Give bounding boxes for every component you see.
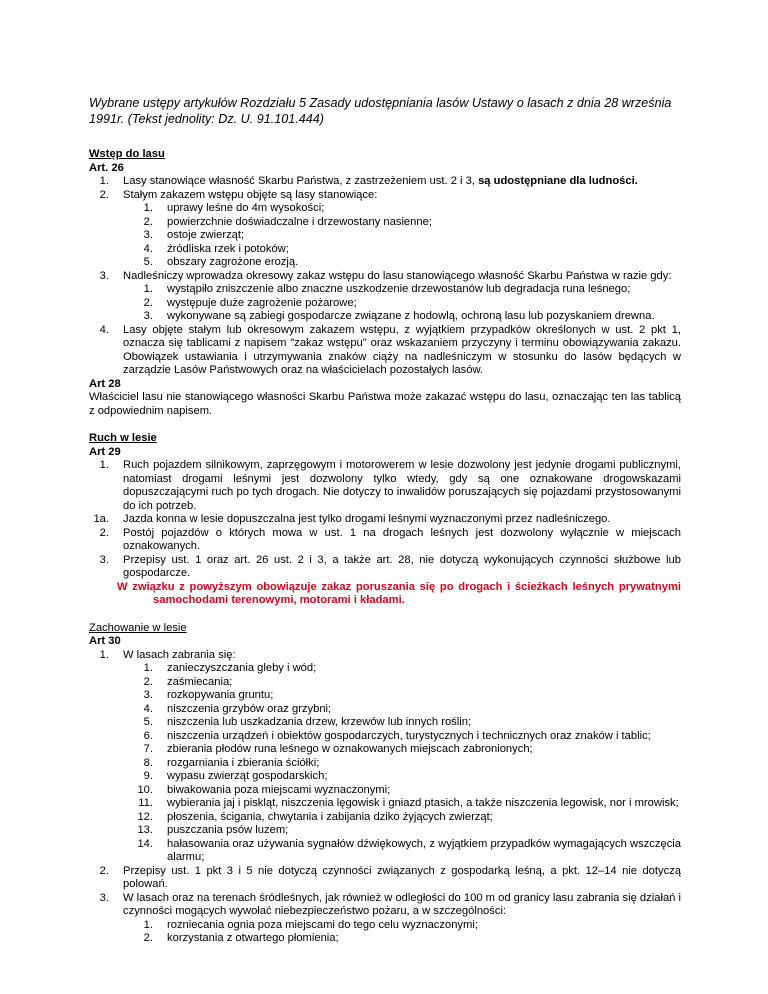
article-text: Właściciel lasu nie stanowiącego własności Skarbu Państwa może zakazać wstępu do lasu, oznaczając ten las tablicą z odpowiednim napisem.	[89, 391, 681, 417]
paragraph-text: Jazda konna w lesie dopuszczalna jest tylko drogami leśnymi wyznaczonymi przez nadleśniczego.	[123, 513, 611, 525]
list-item	[89, 838, 681, 865]
paragraph-number: 2.	[99, 188, 109, 201]
list-item	[89, 730, 681, 744]
list-item	[89, 229, 681, 243]
item-text: występuje duże zagrożenie pożarowe;	[167, 296, 357, 309]
paragraph	[89, 649, 681, 663]
paragraph	[89, 865, 681, 892]
list-item	[89, 811, 681, 825]
list-item	[89, 743, 681, 757]
section-heading: Zachowanie w lesie	[89, 621, 187, 634]
item-text: wypasu zwierząt gospodarskich;	[167, 770, 328, 782]
paragraph-text: W lasach zabrania się:	[123, 648, 236, 661]
paragraph-number: 3.	[99, 553, 109, 566]
item-text: obszary zagrożone erozją.	[167, 256, 299, 268]
paragraph-text: Nadleśniczy wprowadza okresowy zakaz wstępu do lasu stanowiącego własność Skarbu Państwa w razie gdy:	[123, 269, 672, 282]
paragraph-number: 1.	[99, 459, 109, 471]
warning-note: W związku z powyższym obowiązuje zakaz poruszania się po drogach i ścieżkach leśnych prywatnymi samochodami terenowymi, motorami i kładami.	[117, 580, 681, 606]
item-text: zbierania płodów runa leśnego w oznakowanych miejscach zabronionych;	[167, 743, 533, 755]
item-text: niszczenia lub uszkadzania drzew, krzewów lub innych roślin;	[167, 716, 472, 728]
item-number: 9.	[143, 770, 153, 782]
item-number: 5.	[143, 256, 153, 268]
item-text: rozgarniania i zbierania ściółki;	[167, 756, 320, 769]
item-text: powierzchnie doświadczalne i drzewostany nasienne;	[167, 215, 432, 228]
list-item	[89, 797, 681, 811]
item-text: zanieczyszczania gleby i wód;	[167, 662, 317, 674]
list-item	[89, 919, 681, 933]
paragraph	[89, 527, 681, 554]
paragraph-number: 3.	[99, 269, 109, 282]
section-heading: Wstęp do lasu	[89, 148, 165, 160]
item-number: 3.	[143, 310, 153, 322]
item-text: niszczenia urządzeń i obiektów gospodarczych, turystycznych i technicznych oraz znaków i tablic;	[167, 729, 651, 742]
item-number: 12.	[137, 810, 153, 823]
paragraph-text: Lasy objęte stałym lub okresowym zakazem wstępu, z wyjątkiem przypadków określonych w ust. 2 pkt 1, oznacza się tablicami z napisem "zakaz wstępu" oraz wskazaniem przyczyny i terminu obowiązywania zakazu. Obowiązek ustawiania i utrzymywania znaków ciąży na nadleśniczym w stosunku do lasów będących w zarządzie Lasów Państwowych oraz na właścicielach pozostałych lasów.	[123, 323, 681, 376]
item-number: 7.	[143, 743, 153, 755]
paragraph-text: Postój pojazdów o których mowa w ust. 1 na drogach leśnych jest dozwolony wyłącznie w miejscach oznakowanych.	[123, 526, 681, 552]
list-item	[89, 757, 681, 771]
list-item	[89, 932, 681, 946]
list-item	[89, 770, 681, 784]
paragraph	[89, 175, 681, 189]
list-item	[89, 784, 681, 798]
item-number: 1.	[143, 202, 153, 214]
list-item	[89, 824, 681, 838]
list-item	[89, 256, 681, 270]
item-text: wykonywane są zabiegi gospodarcze związane z hodowlą, ochroną lasu lub pozyskaniem drewna.	[167, 310, 655, 322]
list-item	[89, 283, 681, 297]
item-number: 3.	[143, 229, 153, 241]
paragraph-number: 4.	[99, 323, 109, 336]
item-text: wybierania jaj i piskląt, niszczenia lęgowisk i gniazd ptasich, a także niszczenia legowisk, nor i mrowisk;	[167, 797, 679, 809]
item-text: zaśmiecania;	[167, 675, 233, 688]
item-text: puszczania psów luzem;	[167, 824, 289, 836]
list-item	[89, 703, 681, 717]
paragraph-text: Przepisy ust. 1 pkt 3 i 5 nie dotyczą czynności związanych z gospodarką leśną, a pkt. 12–14 nie dotyczą polowań.	[123, 864, 681, 890]
paragraph-number: 2.	[99, 864, 109, 877]
item-text: rozkopywania gruntu;	[167, 689, 274, 701]
article-label: Art 28	[89, 377, 121, 390]
paragraph-number: 1.	[99, 175, 109, 187]
paragraph	[89, 459, 681, 513]
item-text: hałasowania oraz używania sygnałów dźwiękowych, z wyjątkiem przypadków wymagających wszczęcia alarmu;	[167, 837, 681, 863]
item-number: 2.	[143, 932, 153, 944]
item-number: 3.	[143, 689, 153, 701]
document-page	[89, 95, 681, 946]
item-number: 4.	[143, 242, 153, 255]
paragraph	[89, 892, 681, 919]
paragraph	[89, 513, 681, 527]
list-item	[89, 243, 681, 257]
paragraph-emphasis: są udostępniane dla ludności.	[478, 175, 638, 187]
paragraph	[89, 189, 681, 203]
paragraph-text: Stałym zakazem wstępu objęte są lasy stanowiące:	[123, 188, 378, 201]
item-text: źródliska rzek i potoków;	[167, 242, 289, 255]
list-item	[89, 716, 681, 730]
item-number: 2.	[143, 296, 153, 309]
item-number: 5.	[143, 716, 153, 728]
list-item	[89, 297, 681, 311]
list-item	[89, 662, 681, 676]
item-number: 6.	[143, 729, 153, 742]
article-label: Art. 26	[89, 161, 124, 174]
paragraph-number: 1.	[99, 648, 109, 661]
paragraph-number: 2.	[99, 526, 109, 539]
list-item	[89, 216, 681, 230]
item-text: korzystania z otwartego płomienia;	[167, 932, 339, 944]
item-number: 11.	[138, 797, 153, 809]
document-title: Wybrane ustępy artykułów Rozdziału 5 Zasady udostępniania lasów Ustawy o lasach z dnia 28 września 1991r. (Tekst jednolity: Dz. U. 91.101.444)	[89, 96, 672, 126]
item-number: 8.	[143, 756, 153, 769]
paragraph-number: 1a.	[93, 513, 109, 525]
section-heading: Ruch w lesie	[89, 432, 157, 444]
article-label: Art 29	[89, 445, 121, 458]
item-number: 2.	[143, 675, 153, 688]
item-text: uprawy leśne do 4m wysokości;	[167, 202, 325, 214]
paragraph-text: Przepisy ust. 1 oraz art. 26 ust. 2 i 3, a także art. 28, nie dotyczą wykonujących czynności służbowe lub gospodarcze.	[123, 553, 681, 579]
list-item	[89, 676, 681, 690]
item-text: niszczenia grzybów oraz grzybni;	[167, 702, 332, 715]
list-item	[89, 310, 681, 324]
paragraph-text: W lasach oraz na terenach śródleśnych, jak również w odległości do 100 m od granicy lasu zabrania się działań i czynności mogących wywołać niebezpieczeństwo pożaru, a w szczególności:	[123, 891, 681, 917]
item-number: 14.	[137, 837, 153, 850]
item-text: biwakowania poza miejscami wyznaczonymi;	[167, 783, 391, 796]
paragraph	[89, 324, 681, 378]
list-item	[89, 689, 681, 703]
item-number: 4.	[143, 702, 153, 715]
article-label: Art 30	[89, 635, 121, 647]
item-text: rozniecania ognia poza miejscami do tego celu wyznaczonymi;	[167, 918, 478, 931]
item-text: wystąpiło zniszczenie albo znaczne uszkodzenie drzewostanów lub degradacja runa leśnego;	[167, 283, 631, 295]
item-number: 13.	[137, 824, 153, 836]
item-number: 1.	[143, 283, 153, 295]
item-text: płoszenia, ścigania, chwytania i zabijania dziko żyjących zwierząt;	[167, 810, 493, 823]
item-number: 2.	[143, 215, 153, 228]
paragraph-number: 3.	[99, 891, 109, 904]
paragraph	[89, 554, 681, 581]
item-number: 10.	[137, 783, 153, 796]
paragraph	[89, 270, 681, 284]
item-text: ostoje zwierząt;	[167, 229, 245, 241]
item-number: 1.	[143, 662, 153, 674]
paragraph-text: Ruch pojazdem silnikowym, zaprzęgowym i motorowerem w lesie dozwolony jest jedynie drogami publicznymi, natomiast drogami leśnymi jest dozwolony tylko wtedy, gdy są one oznakowane drogowskazami dopuszczającymi ruch po tych drogach. Nie dotyczy to inwalidów poruszających się pojazdami przystosowanymi do ich potrzeb.	[123, 459, 681, 512]
paragraph-text: Lasy stanowiące własność Skarbu Państwa, z zastrzeżeniem ust. 2 i 3,	[123, 175, 479, 187]
list-item	[89, 202, 681, 216]
item-number: 1.	[143, 918, 153, 931]
